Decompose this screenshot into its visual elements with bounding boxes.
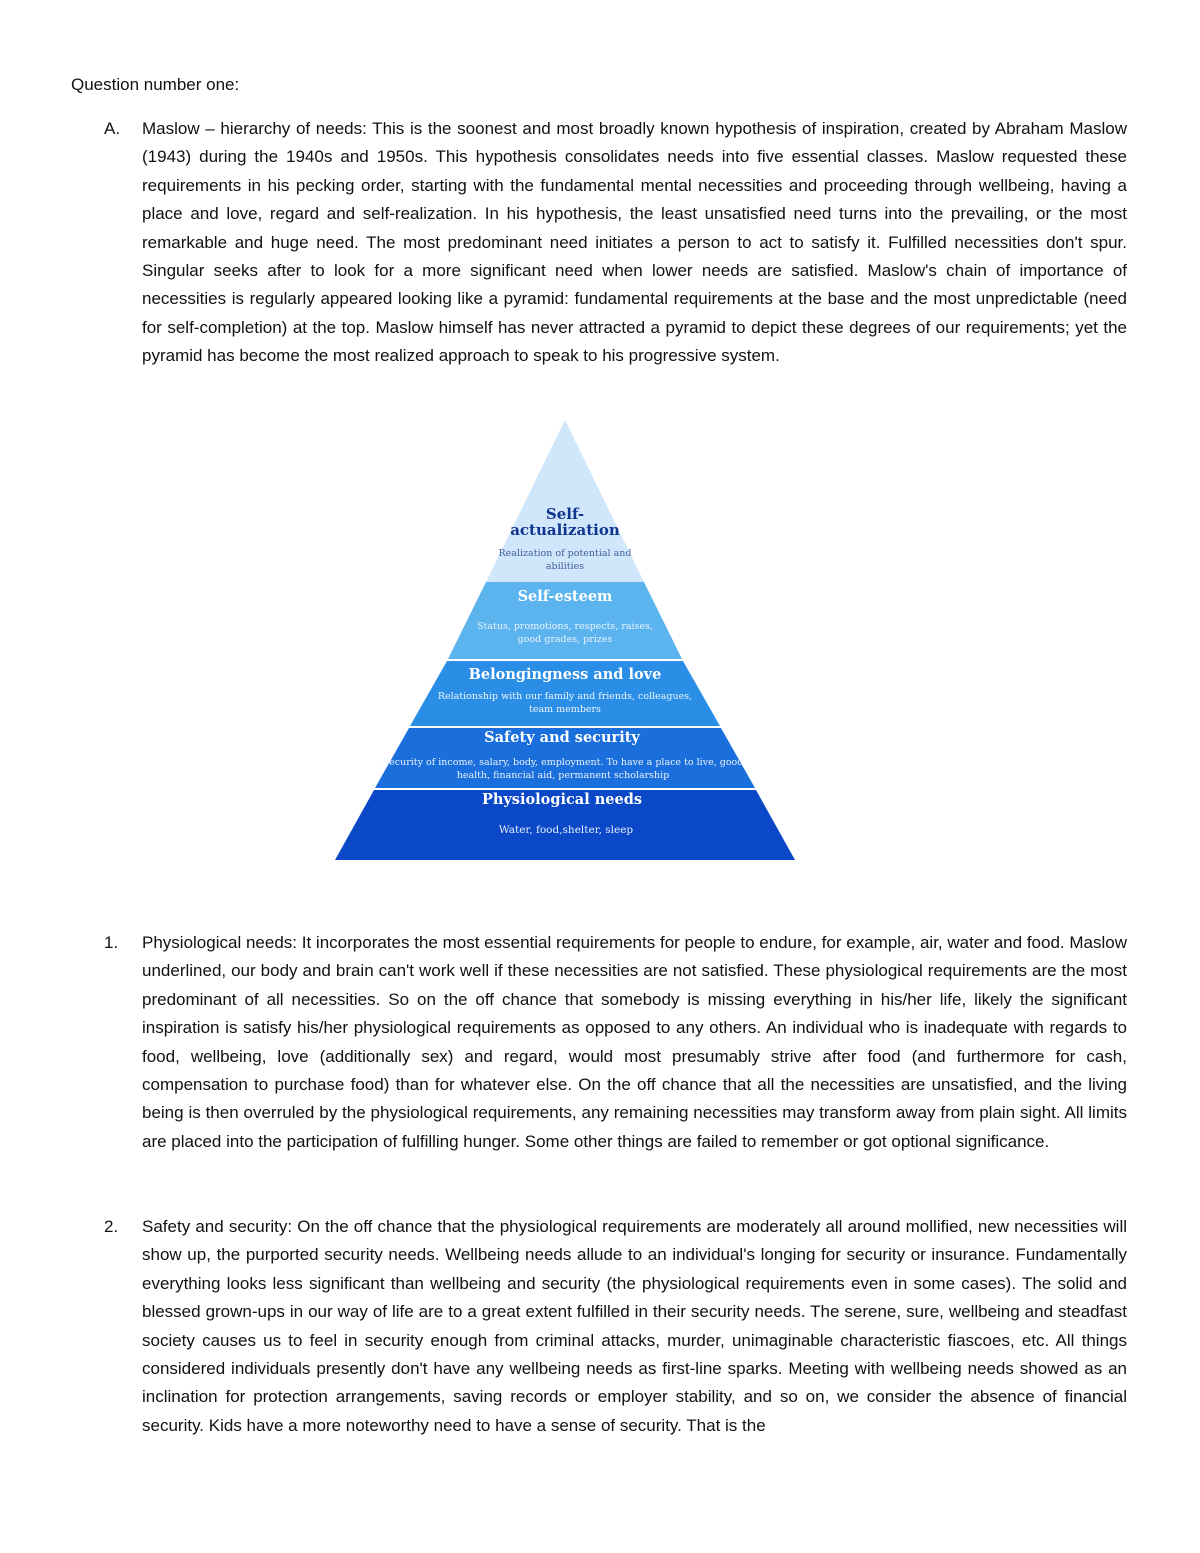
belongingness-desc-line1: Relationship with our family and friends, colleagues,	[437, 691, 693, 702]
safety-security-paragraph: Safety and security: On the off chance that the physiological requirements are moderately all around mollified, new necessities will show up, the purported security needs. Wellbeing needs allude to an individual's longing for security or insurance. Fundamentally everything looks less significant than wellbeing and security (the physiological requirements even in some cases). The solid and blessed grown-ups in our way of life are to a great extent fulfilled in their security needs. The serene, sure, wellbeing and steadfast society causes us to feel in security enough from criminal attacks, murder, unimaginable characteristic fiascoes, etc. All things considered individuals presently don't have any wellbeing needs as first-line sparks. Meeting with wellbeing needs showed as an inclination for protection arrangements, saving records or employer stability, and so on, we consider the absence of financial security. Kids have a more noteworthy need to have a sense of security. That is the	[142, 1217, 1127, 1435]
safety-desc-line1: Security of income, salary, body, employment. To have a place to live, good	[382, 757, 744, 768]
safety-title: Safety and security	[484, 729, 640, 746]
safety-desc-line2: health, financial aid, permanent scholarship	[456, 770, 670, 781]
physiological-desc: Water, food,shelter, sleep	[498, 824, 634, 836]
item-1-marker: 1.	[104, 933, 119, 952]
physiological-needs-paragraph: Physiological needs: It incorporates the most essential requirements for people to endure, for example, air, water and food. Maslow underlined, our body and brain can't work well if these necessities are not satisfied. These physiological requirements are the most predominant of all necessities. So on the off chance that somebody is missing everything in his/her life, likely the significant inspiration is satisfy his/her physiological requirements as opposed to any others. An individual who is inadequate with regards to food, wellbeing, love (additionally sex) and regard, would most presumably strive after food (and furthermore for cash, compensation to purchase food) than for whatever else. On the off chance that all the necessities are unsatisfied, and the living being is then overruled by the physiological requirements, any remaining necessities may transform away from plain sight. All limits are placed into the participation of fulfilling hunger. Some other things are failed to remember or got optional significance.	[142, 933, 1127, 1151]
self-actualization-title-line1: Self-	[545, 505, 585, 523]
self-actualization-desc-line2: abilities	[545, 561, 585, 572]
maslow-pyramid-diagram	[330, 415, 800, 865]
self-esteem-title: Self-esteem	[517, 588, 613, 605]
self-esteem-desc-line1: Status, promotions, respects, raises,	[477, 621, 653, 632]
physiological-title: Physiological needs	[481, 791, 643, 808]
self-actualization-title-line2: actualization	[510, 521, 620, 539]
belongingness-title: Belongingness and love	[468, 666, 662, 683]
self-actualization-desc-line1: Realization of potential and	[498, 548, 632, 559]
item-a-marker: A.	[104, 119, 121, 138]
belongingness-desc-line2: team members	[529, 704, 601, 715]
self-esteem-desc-line2: good grades, prizes	[517, 634, 613, 645]
question-heading: Question number one:	[71, 75, 240, 94]
item-2-marker: 2.	[104, 1217, 119, 1236]
maslow-intro-paragraph: Maslow – hierarchy of needs: This is the soonest and most broadly known hypothesis of inspiration, created by Abraham Maslow (1943) during the 1940s and 1950s. This hypothesis consolidates needs into five essential classes. Maslow requested these requirements in his pecking order, starting with the fundamental mental necessities and proceeding through wellbeing, having a place and love, regard and self-realization. In his hypothesis, the least unsatisfied need turns into the prevailing, or the most remarkable and huge need. The most predominant need initiates a person to act to satisfy it. Fulfilled necessities don't spur. Singular seeks after to look for a more significant need when lower needs are satisfied. Maslow's chain of importance of necessities is regularly appeared looking like a pyramid: fundamental requirements at the base and the most unpredictable (need for self-completion) at the top. Maslow himself has never attracted a pyramid to depict these degrees of our requirements; yet the pyramid has become the most realized approach to speak to his progressive system.	[142, 119, 1127, 366]
